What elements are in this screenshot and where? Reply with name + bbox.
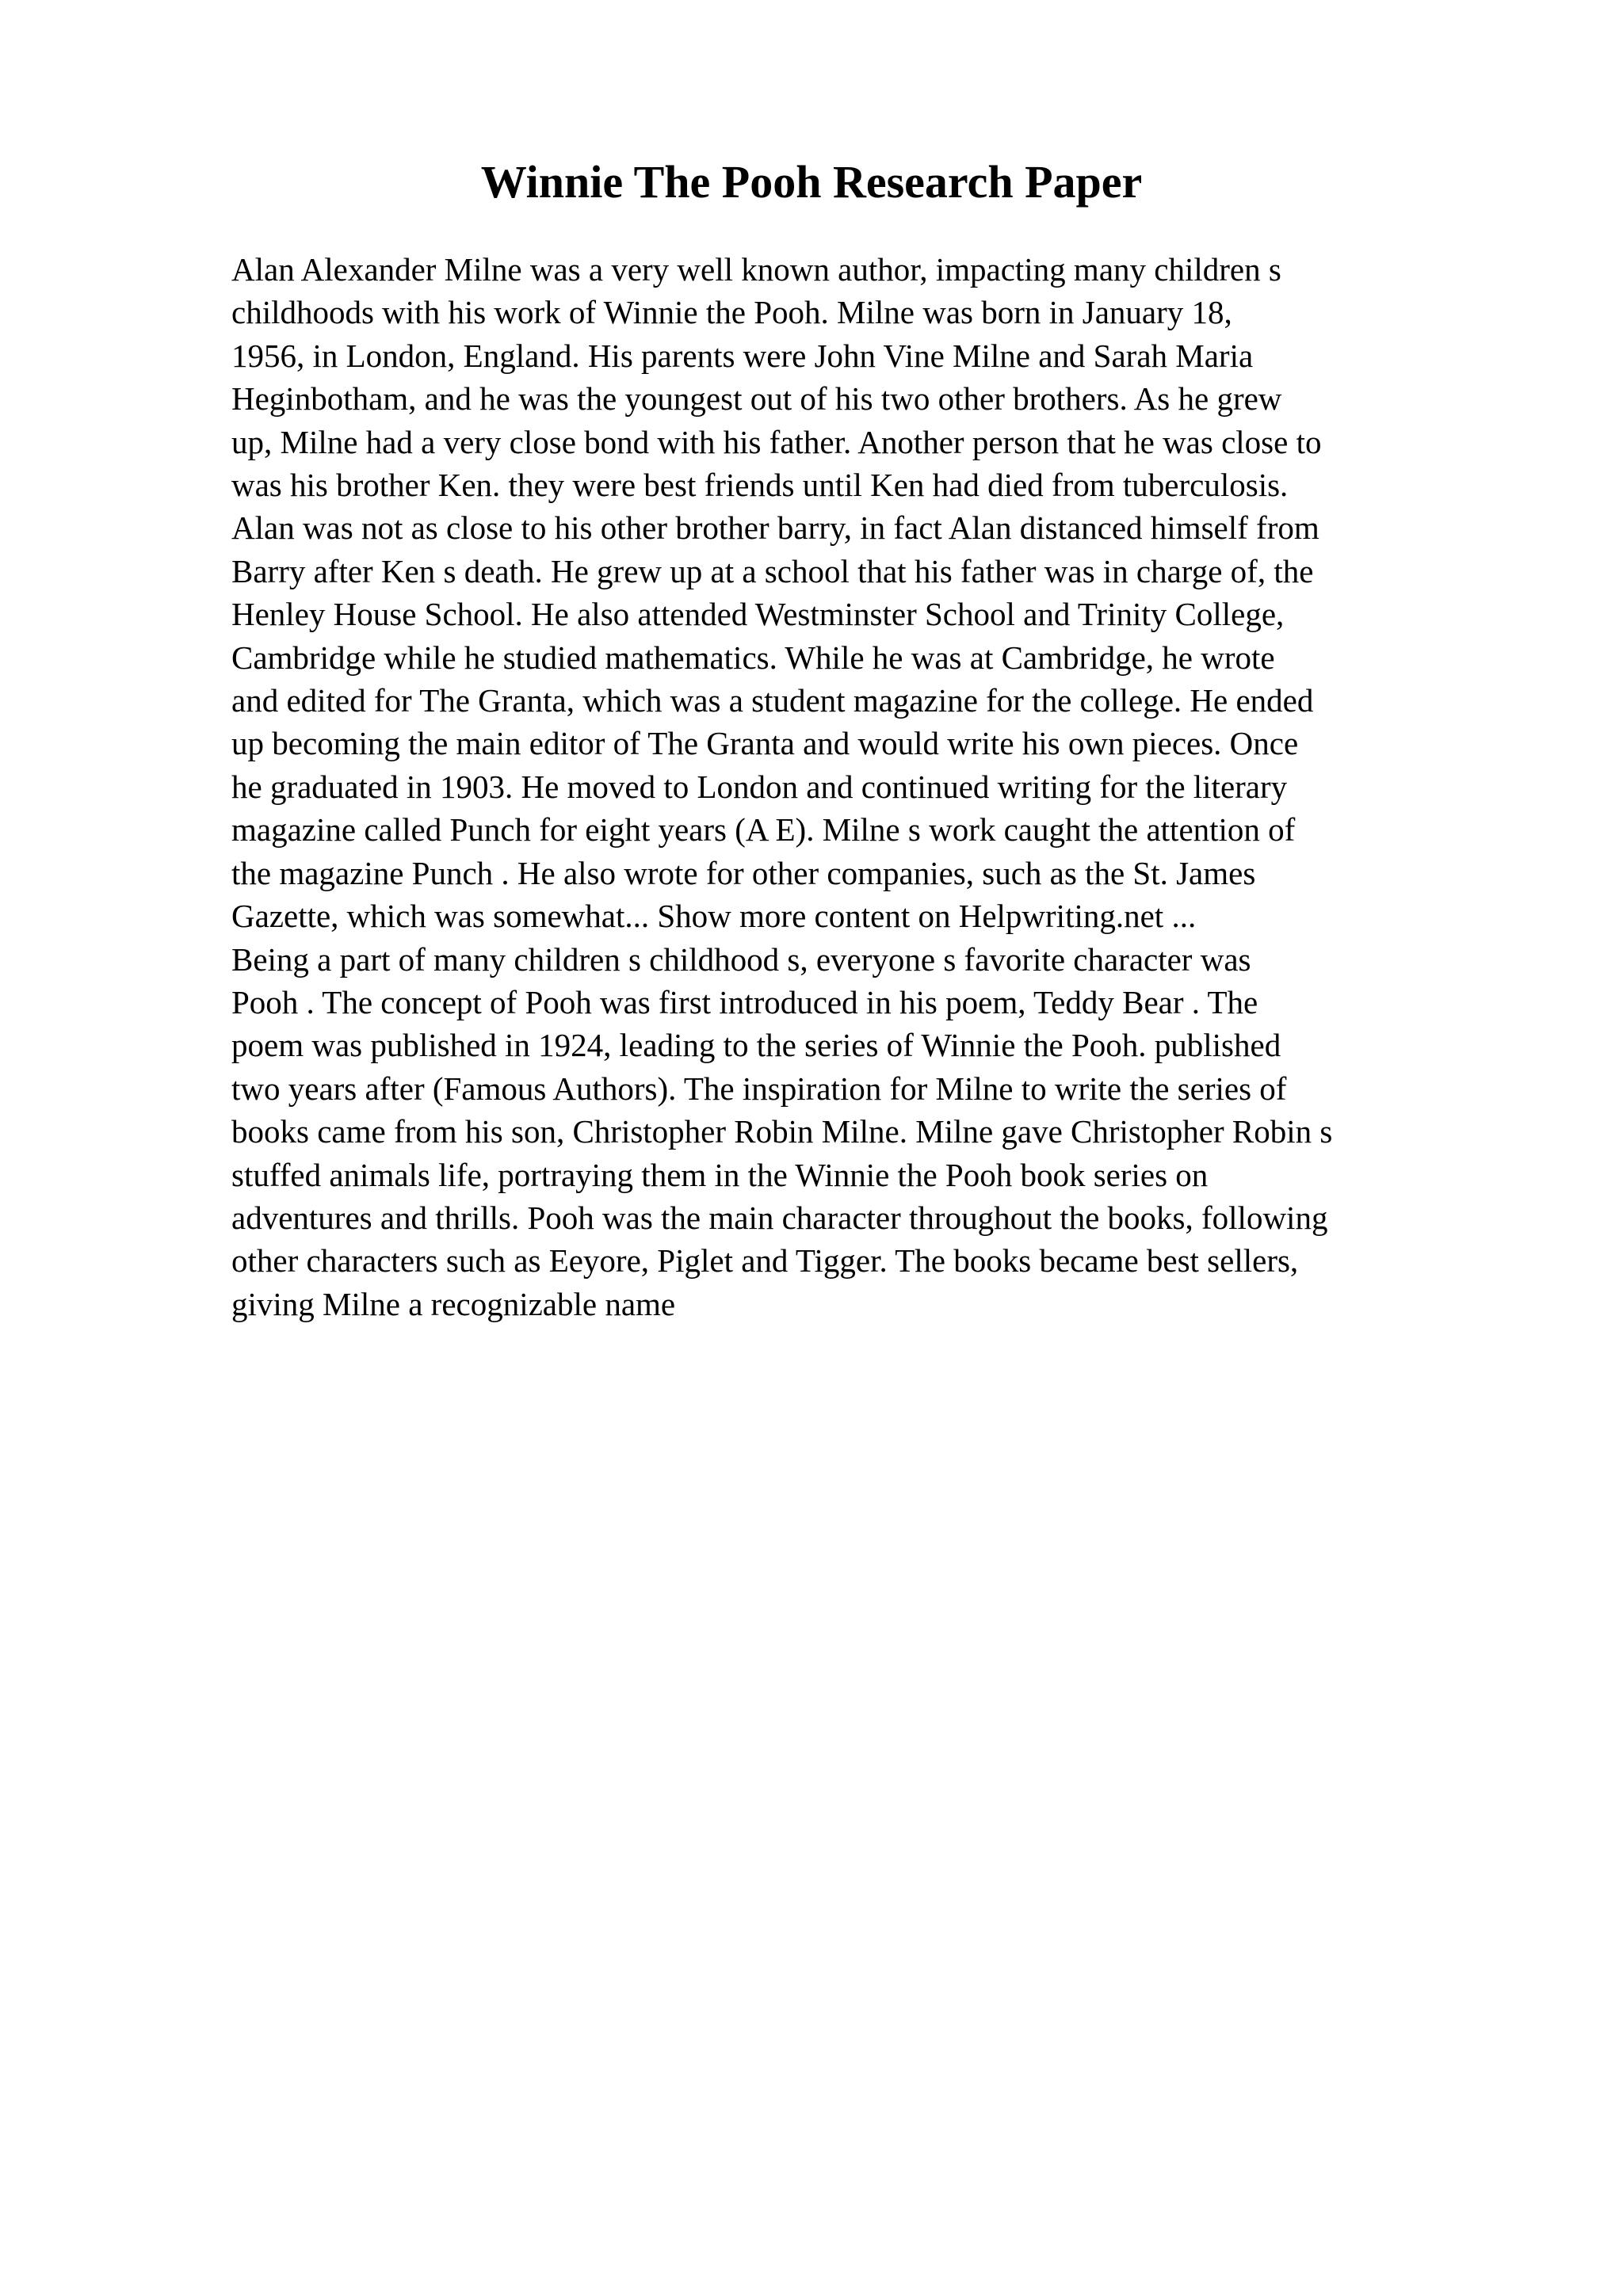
- text-line: magazine called Punch for eight years (A E). Milne s work caught the attention of: [231, 811, 1296, 849]
- text-line: up becoming the main editor of The Granta and would write his own pieces. Once: [231, 725, 1299, 762]
- text-line: Pooh . The concept of Pooh was first introduced in his poem, Teddy Bear . The: [231, 983, 1258, 1020]
- text-line: poem was published in 1924, leading to the series of Winnie the Pooh. published: [231, 1027, 1281, 1064]
- text-line: 1956, in London, England. His parents were John Vine Milne and Sarah Maria: [231, 337, 1254, 374]
- text-line: Alan was not as close to his other brother barry, in fact Alan distanced himself from: [231, 509, 1319, 547]
- document-body: [231, 248, 1594, 1325]
- text-line: Gazette, which was somewhat... Show more content on Helpwriting.net ...: [231, 898, 1197, 935]
- text-line: giving Milne a recognizable name: [231, 1285, 676, 1322]
- text-line: and edited for The Granta, which was a student magazine for the college. He ended: [231, 682, 1314, 719]
- text-line: two years after (Famous Authors). The inspiration for Milne to write the series of: [231, 1070, 1287, 1107]
- text-line: up, Milne had a very close bond with his father. Another person that he was close to: [231, 423, 1322, 460]
- text-line: Henley House School. He also attended Westminster School and Trinity College,: [231, 596, 1285, 633]
- text-line: Barry after Ken s death. He grew up at a school that his father was in charge of, the: [231, 552, 1314, 589]
- text-line: Being a part of many children s childhood s, everyone s favorite character was: [231, 940, 1251, 978]
- text-line: other characters such as Eeyore, Piglet and Tigger. The books became best sellers,: [231, 1242, 1299, 1280]
- text-line: Heginbotham, and he was the youngest out of his two other brothers. As he grew: [231, 380, 1282, 418]
- text-line: was his brother Ken. they were best friends until Ken had died from tuberculosis.: [231, 467, 1289, 504]
- text-line: stuffed animals life, portraying them in the Winnie the Pooh book series on: [231, 1156, 1209, 1193]
- text-line: Cambridge while he studied mathematics. While he was at Cambridge, he wrote: [231, 639, 1275, 676]
- document-title: Winnie The Pooh Research Paper: [480, 156, 1143, 208]
- text-line: adventures and thrills. Pooh was the main character throughout the books, following: [231, 1199, 1328, 1236]
- text-line: Alan Alexander Milne was a very well known author, impacting many children s: [231, 251, 1281, 288]
- text-line: he graduated in 1903. He moved to London and continued writing for the literary: [231, 768, 1288, 805]
- text-line: the magazine Punch . He also wrote for other companies, such as the St. James: [231, 854, 1256, 891]
- text-line: childhoods with his work of Winnie the Pooh. Milne was born in January 18,: [231, 294, 1232, 331]
- text-line: books came from his son, Christopher Robin Milne. Milne gave Christopher Robin s: [231, 1113, 1333, 1150]
